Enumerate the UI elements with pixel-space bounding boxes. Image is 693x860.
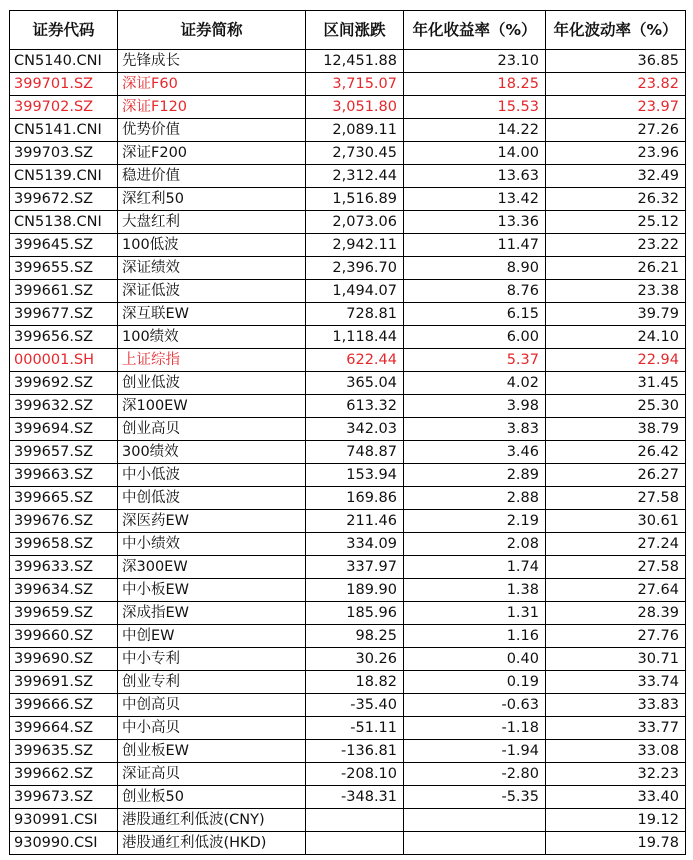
cell-annual-volatility: 23.82 xyxy=(546,73,686,96)
cell-annual-volatility: 26.42 xyxy=(546,441,686,464)
cell-name: 中小板EW xyxy=(118,579,306,602)
table-row xyxy=(10,441,686,464)
cell-annual-volatility: 27.76 xyxy=(546,625,686,648)
cell-range-change: 169.86 xyxy=(306,487,404,510)
table-row xyxy=(10,257,686,280)
cell-name: 中创EW xyxy=(118,625,306,648)
cell-code: 399663.SZ xyxy=(10,464,118,487)
cell-range-change: 1,516.89 xyxy=(306,188,404,211)
cell-annual-return: -5.35 xyxy=(404,786,546,809)
cell-range-change: 211.46 xyxy=(306,510,404,533)
cell-annual-volatility: 39.79 xyxy=(546,303,686,326)
cell-code: CN5138.CNI xyxy=(10,211,118,234)
cell-code: 399690.SZ xyxy=(10,648,118,671)
cell-annual-volatility: 31.45 xyxy=(546,372,686,395)
cell-range-change: 30.26 xyxy=(306,648,404,671)
table-row xyxy=(10,188,686,211)
cell-annual-return: 14.00 xyxy=(404,142,546,165)
header-annual-return: 年化收益率（%） xyxy=(404,11,546,50)
cell-range-change: 98.25 xyxy=(306,625,404,648)
cell-code: 399659.SZ xyxy=(10,602,118,625)
cell-name: 深红利50 xyxy=(118,188,306,211)
cell-name: 优势价值 xyxy=(118,119,306,142)
cell-annual-return: -2.80 xyxy=(404,763,546,786)
cell-annual-volatility: 23.22 xyxy=(546,234,686,257)
cell-code: 399665.SZ xyxy=(10,487,118,510)
cell-code: 399655.SZ xyxy=(10,257,118,280)
cell-code: 399634.SZ xyxy=(10,579,118,602)
cell-name: 中小高贝 xyxy=(118,717,306,740)
cell-annual-return: 18.25 xyxy=(404,73,546,96)
cell-name: 100低波 xyxy=(118,234,306,257)
table-row xyxy=(10,625,686,648)
cell-name: 大盘红利 xyxy=(118,211,306,234)
cell-range-change: -208.10 xyxy=(306,763,404,786)
cell-annual-volatility: 33.77 xyxy=(546,717,686,740)
cell-code: 930990.CSI xyxy=(10,832,118,855)
cell-name: 创业板EW xyxy=(118,740,306,763)
cell-code: 000001.SH xyxy=(10,349,118,372)
cell-code: 399676.SZ xyxy=(10,510,118,533)
index-performance-table xyxy=(9,10,686,855)
cell-annual-return: -1.94 xyxy=(404,740,546,763)
table-row xyxy=(10,579,686,602)
cell-name: 创业高贝 xyxy=(118,418,306,441)
cell-code: 399632.SZ xyxy=(10,395,118,418)
cell-range-change: 2,312.44 xyxy=(306,165,404,188)
cell-code: 399692.SZ xyxy=(10,372,118,395)
cell-code: 399635.SZ xyxy=(10,740,118,763)
cell-annual-return: 8.90 xyxy=(404,257,546,280)
cell-annual-return: 1.38 xyxy=(404,579,546,602)
cell-annual-return xyxy=(404,832,546,855)
cell-annual-return: 3.83 xyxy=(404,418,546,441)
cell-annual-return: 0.40 xyxy=(404,648,546,671)
table-row xyxy=(10,556,686,579)
table-body xyxy=(10,50,686,855)
cell-name: 深证F120 xyxy=(118,96,306,119)
cell-annual-return: -0.63 xyxy=(404,694,546,717)
table-row xyxy=(10,648,686,671)
cell-code: 399694.SZ xyxy=(10,418,118,441)
cell-annual-volatility: 26.21 xyxy=(546,257,686,280)
table-row xyxy=(10,533,686,556)
cell-annual-return: 15.53 xyxy=(404,96,546,119)
cell-name: 中小专利 xyxy=(118,648,306,671)
table-row xyxy=(10,326,686,349)
cell-annual-volatility: 23.96 xyxy=(546,142,686,165)
cell-code: 399677.SZ xyxy=(10,303,118,326)
table-row xyxy=(10,142,686,165)
cell-code: 399701.SZ xyxy=(10,73,118,96)
cell-annual-return: -1.18 xyxy=(404,717,546,740)
cell-code: 399645.SZ xyxy=(10,234,118,257)
cell-name: 中创高贝 xyxy=(118,694,306,717)
cell-range-change: 748.87 xyxy=(306,441,404,464)
cell-name: 中创低波 xyxy=(118,487,306,510)
cell-name: 创业低波 xyxy=(118,372,306,395)
cell-code: 399633.SZ xyxy=(10,556,118,579)
cell-annual-volatility: 23.97 xyxy=(546,96,686,119)
table-row xyxy=(10,694,686,717)
cell-range-change: 3,051.80 xyxy=(306,96,404,119)
table-row xyxy=(10,464,686,487)
cell-annual-volatility: 22.94 xyxy=(546,349,686,372)
cell-code: CN5140.CNI xyxy=(10,50,118,73)
table-row xyxy=(10,211,686,234)
cell-name: 深证F200 xyxy=(118,142,306,165)
cell-name: 100绩效 xyxy=(118,326,306,349)
cell-range-change: 153.94 xyxy=(306,464,404,487)
cell-range-change: 2,730.45 xyxy=(306,142,404,165)
cell-name: 创业专利 xyxy=(118,671,306,694)
header-name: 证券简称 xyxy=(118,11,306,50)
cell-range-change: 342.03 xyxy=(306,418,404,441)
cell-annual-volatility: 33.08 xyxy=(546,740,686,763)
cell-annual-volatility: 27.64 xyxy=(546,579,686,602)
table-row xyxy=(10,510,686,533)
table-row xyxy=(10,717,686,740)
table-row xyxy=(10,602,686,625)
cell-annual-return: 6.00 xyxy=(404,326,546,349)
cell-annual-return: 14.22 xyxy=(404,119,546,142)
table-row xyxy=(10,832,686,855)
table-row xyxy=(10,119,686,142)
cell-code: CN5139.CNI xyxy=(10,165,118,188)
cell-name: 先锋成长 xyxy=(118,50,306,73)
index-table-container xyxy=(9,10,686,855)
cell-annual-return: 2.89 xyxy=(404,464,546,487)
cell-annual-volatility: 27.24 xyxy=(546,533,686,556)
table-row xyxy=(10,349,686,372)
cell-name: 港股通红利低波(CNY) xyxy=(118,809,306,832)
cell-range-change: 185.96 xyxy=(306,602,404,625)
cell-range-change: 18.82 xyxy=(306,671,404,694)
cell-name: 深证低波 xyxy=(118,280,306,303)
cell-name: 深100EW xyxy=(118,395,306,418)
cell-code: 399702.SZ xyxy=(10,96,118,119)
cell-name: 深成指EW xyxy=(118,602,306,625)
table-row xyxy=(10,740,686,763)
cell-annual-volatility: 30.71 xyxy=(546,648,686,671)
cell-annual-volatility: 25.30 xyxy=(546,395,686,418)
header-row xyxy=(10,11,686,50)
cell-annual-volatility: 32.49 xyxy=(546,165,686,188)
cell-name: 深证F60 xyxy=(118,73,306,96)
cell-range-change: 2,089.11 xyxy=(306,119,404,142)
cell-annual-volatility: 19.12 xyxy=(546,809,686,832)
cell-code: 399666.SZ xyxy=(10,694,118,717)
table-row xyxy=(10,234,686,257)
cell-annual-return: 2.19 xyxy=(404,510,546,533)
cell-range-change: 2,073.06 xyxy=(306,211,404,234)
table-row xyxy=(10,809,686,832)
cell-code: 399672.SZ xyxy=(10,188,118,211)
table-row xyxy=(10,280,686,303)
cell-range-change: -136.81 xyxy=(306,740,404,763)
cell-name: 中小绩效 xyxy=(118,533,306,556)
cell-annual-return: 4.02 xyxy=(404,372,546,395)
cell-name: 深300EW xyxy=(118,556,306,579)
cell-annual-return: 13.63 xyxy=(404,165,546,188)
cell-range-change: -348.31 xyxy=(306,786,404,809)
cell-code: CN5141.CNI xyxy=(10,119,118,142)
cell-name: 港股通红利低波(HKD) xyxy=(118,832,306,855)
header-annual-volatility: 年化波动率（%） xyxy=(546,11,686,50)
cell-code: 399661.SZ xyxy=(10,280,118,303)
table-row xyxy=(10,73,686,96)
cell-range-change: -35.40 xyxy=(306,694,404,717)
cell-name: 创业板50 xyxy=(118,786,306,809)
cell-annual-volatility: 33.40 xyxy=(546,786,686,809)
cell-annual-return: 2.08 xyxy=(404,533,546,556)
cell-code: 399656.SZ xyxy=(10,326,118,349)
cell-range-change: 728.81 xyxy=(306,303,404,326)
cell-annual-return: 0.19 xyxy=(404,671,546,694)
cell-annual-volatility: 32.23 xyxy=(546,763,686,786)
cell-range-change: 189.90 xyxy=(306,579,404,602)
table-row xyxy=(10,786,686,809)
cell-annual-volatility: 28.39 xyxy=(546,602,686,625)
cell-code: 399660.SZ xyxy=(10,625,118,648)
table-row xyxy=(10,418,686,441)
cell-annual-return: 13.42 xyxy=(404,188,546,211)
cell-annual-return: 11.47 xyxy=(404,234,546,257)
header-code: 证券代码 xyxy=(10,11,118,50)
cell-range-change: 2,942.11 xyxy=(306,234,404,257)
table-row xyxy=(10,671,686,694)
cell-annual-volatility: 24.10 xyxy=(546,326,686,349)
cell-code: 399657.SZ xyxy=(10,441,118,464)
cell-annual-return xyxy=(404,809,546,832)
cell-range-change: 337.97 xyxy=(306,556,404,579)
cell-annual-volatility: 25.12 xyxy=(546,211,686,234)
cell-range-change: 334.09 xyxy=(306,533,404,556)
cell-range-change: 1,118.44 xyxy=(306,326,404,349)
table-row xyxy=(10,303,686,326)
cell-annual-volatility: 23.38 xyxy=(546,280,686,303)
cell-annual-return: 1.74 xyxy=(404,556,546,579)
cell-annual-volatility: 26.32 xyxy=(546,188,686,211)
cell-name: 深互联EW xyxy=(118,303,306,326)
cell-annual-return: 6.15 xyxy=(404,303,546,326)
cell-annual-volatility: 38.79 xyxy=(546,418,686,441)
table-header xyxy=(10,11,686,50)
cell-annual-return: 5.37 xyxy=(404,349,546,372)
table-row xyxy=(10,50,686,73)
table-row xyxy=(10,395,686,418)
cell-annual-volatility: 27.58 xyxy=(546,487,686,510)
table-row xyxy=(10,165,686,188)
cell-annual-return: 8.76 xyxy=(404,280,546,303)
cell-annual-return: 3.98 xyxy=(404,395,546,418)
cell-range-change: 613.32 xyxy=(306,395,404,418)
cell-range-change: -51.11 xyxy=(306,717,404,740)
cell-code: 399664.SZ xyxy=(10,717,118,740)
cell-code: 399662.SZ xyxy=(10,763,118,786)
cell-annual-return: 13.36 xyxy=(404,211,546,234)
cell-annual-volatility: 19.78 xyxy=(546,832,686,855)
cell-annual-volatility: 26.27 xyxy=(546,464,686,487)
table-row xyxy=(10,372,686,395)
cell-annual-return: 1.16 xyxy=(404,625,546,648)
cell-range-change: 365.04 xyxy=(306,372,404,395)
cell-code: 930991.CSI xyxy=(10,809,118,832)
cell-annual-volatility: 27.26 xyxy=(546,119,686,142)
cell-name: 上证综指 xyxy=(118,349,306,372)
cell-name: 300绩效 xyxy=(118,441,306,464)
cell-range-change: 2,396.70 xyxy=(306,257,404,280)
table-row xyxy=(10,763,686,786)
cell-annual-volatility: 33.83 xyxy=(546,694,686,717)
cell-code: 399673.SZ xyxy=(10,786,118,809)
cell-code: 399658.SZ xyxy=(10,533,118,556)
cell-range-change: 3,715.07 xyxy=(306,73,404,96)
table-row xyxy=(10,96,686,119)
header-range-change: 区间涨跌 xyxy=(306,11,404,50)
cell-annual-volatility: 36.85 xyxy=(546,50,686,73)
cell-range-change: 12,451.88 xyxy=(306,50,404,73)
table-row xyxy=(10,487,686,510)
cell-annual-volatility: 30.61 xyxy=(546,510,686,533)
cell-range-change: 622.44 xyxy=(306,349,404,372)
cell-name: 稳进价值 xyxy=(118,165,306,188)
cell-annual-return: 23.10 xyxy=(404,50,546,73)
cell-name: 深证高贝 xyxy=(118,763,306,786)
cell-annual-return: 2.88 xyxy=(404,487,546,510)
cell-annual-volatility: 27.58 xyxy=(546,556,686,579)
cell-range-change: 1,494.07 xyxy=(306,280,404,303)
cell-name: 中小低波 xyxy=(118,464,306,487)
cell-name: 深医药EW xyxy=(118,510,306,533)
cell-code: 399691.SZ xyxy=(10,671,118,694)
cell-annual-return: 1.31 xyxy=(404,602,546,625)
cell-range-change xyxy=(306,832,404,855)
cell-code: 399703.SZ xyxy=(10,142,118,165)
cell-annual-return: 3.46 xyxy=(404,441,546,464)
cell-annual-volatility: 33.74 xyxy=(546,671,686,694)
cell-range-change xyxy=(306,809,404,832)
cell-name: 深证绩效 xyxy=(118,257,306,280)
